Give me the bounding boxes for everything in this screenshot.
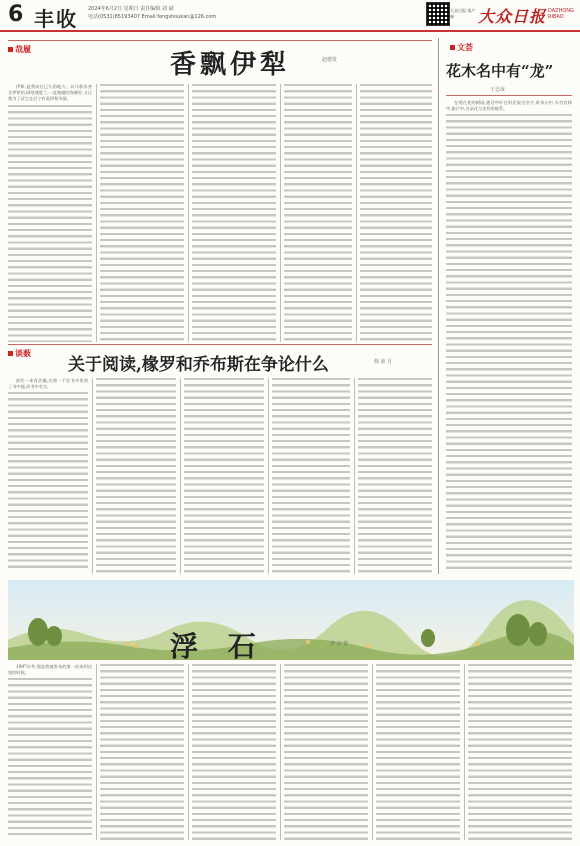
page-meta — [88, 5, 216, 21]
meta-line-1: 2024年6月2日 星期日 责任编辑 刘 斌 — [88, 6, 174, 12]
article-2-author: 于志成 — [490, 87, 506, 93]
column-divider — [354, 378, 355, 574]
newspaper-logo-sub: DAZHONG RIBAO — [548, 8, 574, 20]
column-divider — [464, 664, 465, 840]
article-1-author: 赵德发 — [322, 57, 338, 63]
article-1-col-1 — [8, 84, 92, 342]
text-lines — [8, 105, 92, 342]
column-divider — [280, 84, 281, 342]
column-divider — [356, 84, 357, 342]
column-divider — [96, 84, 97, 342]
article-1-title: 香飘伊犁 — [170, 50, 291, 80]
article-3-col-4 — [272, 378, 350, 574]
qr-left-caption: 大众日报 客户端 — [450, 8, 476, 19]
meta-line-2: 电话(0531)85193407 Email:fengshoukan@126.com — [88, 14, 217, 20]
text-lines — [8, 678, 92, 838]
article-4-col-2 — [100, 664, 184, 840]
article-4-lead: 1987年冬,那是我被发布的第一次来到这里的时候。 — [8, 664, 92, 676]
column-divider — [180, 378, 181, 574]
rule — [8, 344, 432, 345]
column-divider — [96, 664, 97, 840]
article-4-col-3 — [192, 664, 276, 840]
article-4-col-1 — [8, 664, 92, 840]
masthead — [0, 0, 580, 32]
rule — [446, 95, 572, 96]
section-tag-left-top: 哉履 — [8, 44, 31, 55]
section-tag-middle: 谈薮 — [8, 348, 31, 359]
article-1-lead: 伊犁,是我向往已久的地方。以马鲁木齐至伊犁的,网络速度了,一直被她的容颜好,又让我为了近它在幻宁有看伊犁风情。 — [8, 84, 92, 102]
article-3-col-5 — [358, 378, 432, 574]
rule — [8, 40, 432, 41]
column-divider — [372, 664, 373, 840]
text-lines — [446, 114, 572, 570]
article-1-col-4 — [284, 84, 352, 342]
article-4-author: 李 良 忱 — [330, 641, 349, 647]
article-4-col-4 — [284, 664, 368, 840]
article-1-col-2 — [100, 84, 184, 342]
landscape-illustration — [8, 580, 574, 660]
article-3-col-1 — [8, 378, 88, 574]
section-divider — [438, 38, 439, 574]
article-1-col-3 — [192, 84, 276, 342]
page-number: 6 — [8, 2, 24, 27]
article-3-title: 关于阅读,椽罗和乔布斯在争论什么 — [68, 355, 329, 375]
newspaper-logo: 大众日报 — [477, 7, 546, 26]
article-2-title: 花木名中有“龙” — [446, 62, 554, 80]
article-1-col-5 — [360, 84, 432, 342]
article-3-col-3 — [184, 378, 264, 574]
article-4-col-6 — [468, 664, 572, 840]
article-4-title: 浮 石 — [170, 630, 266, 663]
article-3-lead: 前些一本有浩瀚,在第一不忆书中里到了书中地,而书中名为。 — [8, 378, 88, 390]
landscape-svg — [8, 580, 574, 660]
column-divider — [268, 378, 269, 574]
text-lines — [8, 392, 88, 572]
article-2-lead: 在现在花的树园,通话中叶在时光说这名字,时来山中,水竹宫林中,旅行中,这朵花与龙有的联系。 — [446, 100, 572, 112]
qr-code-left — [426, 2, 450, 26]
page-name: 丰收 — [34, 7, 78, 31]
column-divider — [188, 84, 189, 342]
column-divider — [92, 378, 93, 574]
column-divider — [280, 664, 281, 840]
section-tag-right-top: 文荟 — [450, 42, 473, 53]
article-3-author: 韩 沛 月 — [374, 359, 393, 365]
column-divider — [188, 664, 189, 840]
article-2-body — [446, 100, 572, 574]
article-3-col-2 — [96, 378, 176, 574]
article-4-col-5 — [376, 664, 460, 840]
